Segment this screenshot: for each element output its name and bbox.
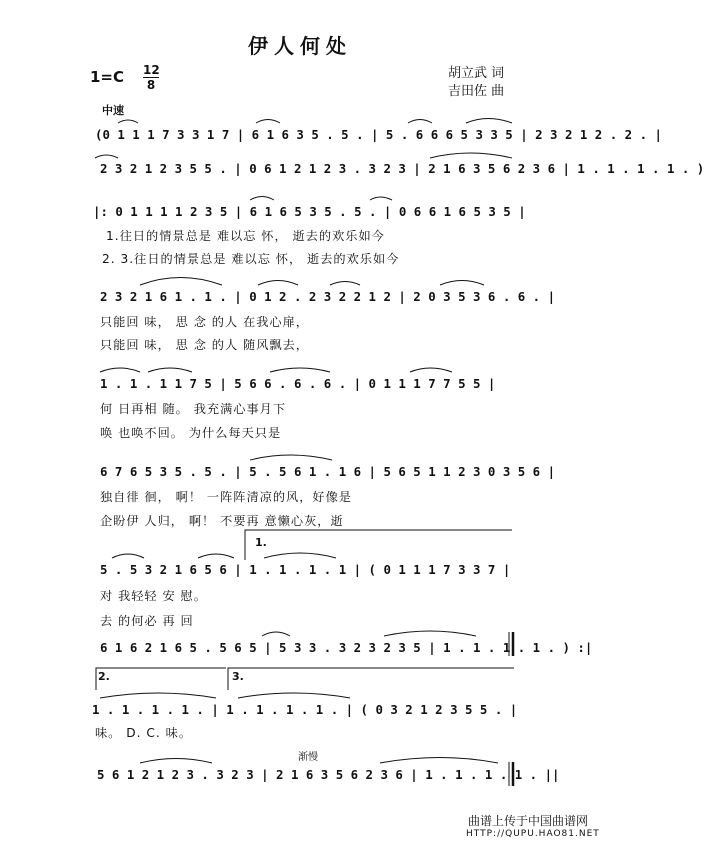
slur: [430, 153, 512, 158]
slur: [112, 554, 144, 558]
slur: [100, 368, 140, 372]
lyric-line-9: 味。 D. C. 味。: [95, 726, 193, 740]
footer-url: HTTP://QUPU.HAO81.NET: [466, 829, 600, 839]
volta-1: 1.: [255, 536, 267, 549]
time-signature-bottom: 8: [146, 78, 156, 92]
slur: [258, 281, 298, 286]
lyric-line-5b: 唤 也唤不回。 为什么每天只是: [100, 426, 282, 440]
notation-line-5: 1 . 1 . 1 1 7 5 | 5 6 6 . 6 . 6 . | 0 1 1 1 7 7 5 5 |: [100, 376, 496, 391]
lyric-line-5a: 何 日再相 随。 我充满心事月下: [100, 402, 287, 416]
slur: [140, 759, 212, 764]
slur: [440, 281, 484, 286]
slur: [384, 631, 476, 636]
lyric-line-7b: 去 的何必 再 回: [100, 614, 194, 628]
slur: [466, 119, 512, 124]
lyric-line-6b: 企盼伊 人归， 啊！ 不要再 意懒心灰，逝: [100, 514, 344, 528]
slur: [270, 368, 330, 372]
key-signature: 1=C: [90, 68, 125, 86]
volta-3-bracket: [228, 668, 514, 690]
slur: [410, 368, 452, 372]
notation-line-7: 5 . 5 3 2 1 6 5 6 | 1 . 1 . 1 . 1 | ( 0 1 1 1 7 3 3 7 |: [100, 562, 511, 577]
slur: [198, 554, 234, 558]
lyric-line-3b: 2. 3.往日的情景总是 难以忘 怀， 逝去的欢乐如今: [102, 252, 400, 266]
slur: [408, 120, 432, 124]
slur: [250, 197, 274, 201]
slur: [330, 282, 360, 286]
song-title: 伊人何处: [248, 34, 352, 58]
ritardando-marking: 渐慢: [298, 752, 318, 763]
slur: [140, 278, 222, 286]
notation-line-3: |: 0 1 1 1 1 2 3 5 | 6 1 6 5 3 5 . 5 . | 0 6 6 1 6 5 3 5 |: [93, 204, 526, 219]
slur: [100, 693, 216, 698]
notation-line-4: 2 3 2 1 6 1 . 1 . | 0 1 2 . 2 3 2 2 1 2 | 2 0 3 5 3 6 . 6 . |: [100, 289, 556, 304]
volta-2-bracket: [96, 668, 226, 690]
lyric-line-7a: 对 我轻轻 安 慰。: [100, 589, 207, 603]
volta-3: 3.: [232, 670, 244, 683]
slur: [250, 455, 332, 460]
notation-line-6: 6 7 6 5 3 5 . 5 . | 5 . 5 6 1 . 1 6 | 5 6 5 1 1 2 3 0 3 5 6 |: [100, 464, 556, 479]
notation-line-10: 5 6 1 2 1 2 3 . 3 2 3 | 2 1 6 3 5 6 2 3 6 | 1 . 1 . 1 . 1 . ||: [97, 767, 560, 782]
slur: [238, 693, 350, 698]
slur: [95, 155, 118, 158]
slur: [118, 120, 138, 123]
composer-credit: 吉田佐 曲: [448, 84, 505, 99]
notation-line-2: 2 3 2 1 2 3 5 5 . | 0 6 1 2 1 2 3 . 3 2 3 | 2 1 6 3 5 6 2 3 6 | 1 . 1 . 1 . 1 . ): [100, 161, 704, 176]
slur: [370, 197, 392, 200]
lyric-line-4b: 只能回 味， 思 念 的人 随风飘去，: [100, 338, 309, 352]
footer-site-name: 曲谱上传于中国曲谱网: [468, 814, 589, 828]
slur: [264, 553, 336, 558]
slur: [380, 758, 498, 764]
lyricist-credit: 胡立武 词: [448, 66, 505, 81]
volta-2: 2.: [98, 670, 110, 683]
volta-1-bracket: [245, 530, 512, 560]
lyric-line-6a: 独自徘 徊， 啊！ 一阵阵清凉的风，好像是: [100, 490, 352, 504]
slur: [262, 632, 290, 636]
lyric-line-3a: 1.往日的情景总是 难以忘 怀， 逝去的欢乐如今: [106, 229, 385, 243]
tempo-marking: 中速: [102, 104, 124, 117]
notation-line-1: (0 1 1 1 7 3 3 1 7 | 6 1 6 3 5 . 5 . | 5 . 6 6 6 5 3 3 5 | 2 3 2 1 2 . 2 . |: [95, 127, 662, 142]
slur: [256, 120, 280, 124]
notation-line-9: 1 . 1 . 1 . 1 . | 1 . 1 . 1 . 1 . | ( 0 3 2 1 2 3 5 5 . |: [92, 702, 518, 717]
slur: [148, 368, 192, 372]
time-signature-top: 12: [143, 63, 160, 77]
lyric-line-4a: 只能回 味， 思 念 的人 在我心扉，: [100, 315, 309, 329]
notation-line-8: 6 1 6 2 1 6 5 . 5 6 5 | 5 3 3 . 3 2 3 2 3 5 | 1 . 1 . 1 . 1 . ) :|: [100, 640, 593, 655]
